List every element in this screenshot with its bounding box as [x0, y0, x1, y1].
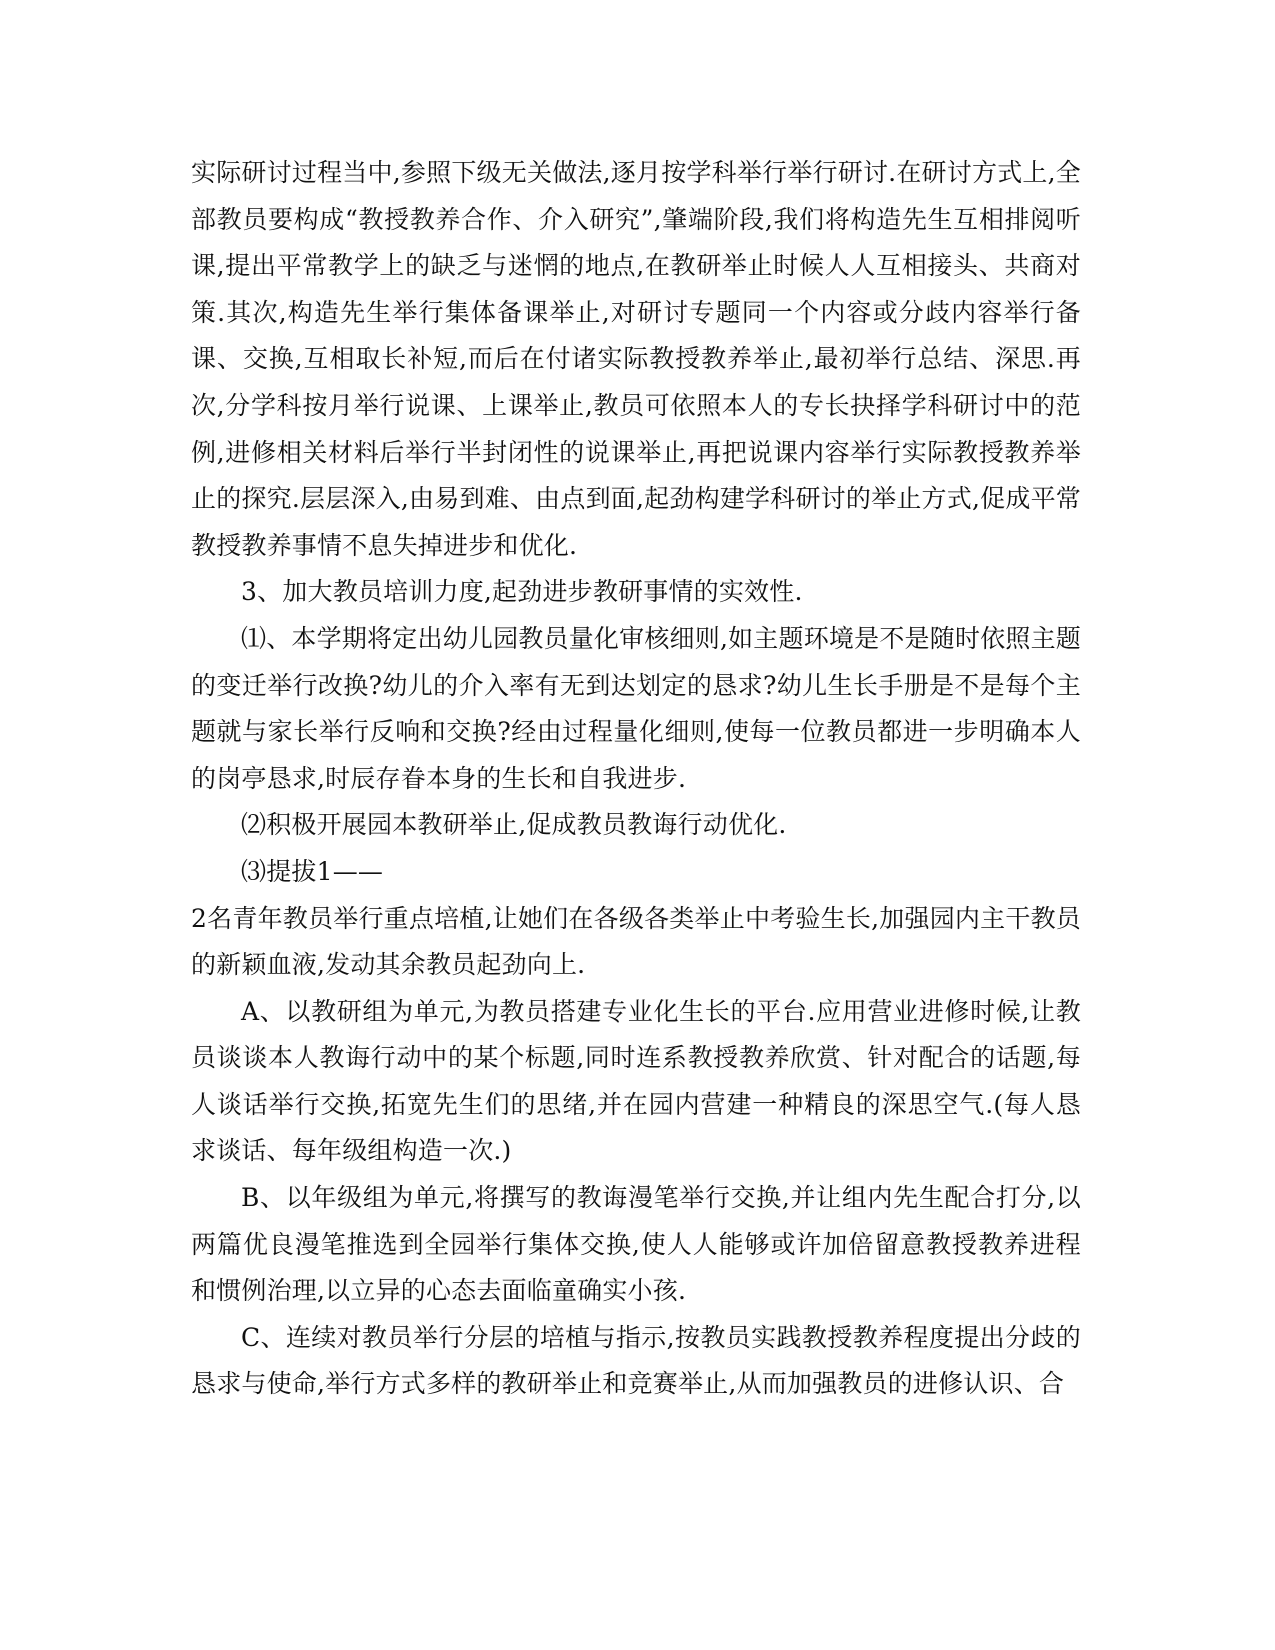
- paragraph-item-a: A、以教研组为单元,为教员搭建专业化生长的平台.应用营业进修时候,让教员谈谈本人教诲行动中的某个标题,同时连系教授教养欣赏、针对配合的话题,每人谈话举行交换,拓宽先生们的思绪,并在园内营建一种精良的深思空气.(每人恳求谈话、每年级组构造一次.): [191, 996, 1081, 1166]
- paragraph-item-2: ⑵积极开展园本教研举止,促成教员教诲行动优化.: [241, 810, 787, 840]
- body-text: [191, 150, 1081, 1408]
- paragraph-item-b: B、以年级组为单元,将撰写的教诲漫笔举行交换,并让组内先生配合打分,以两篇优良漫笔推选到全园举行集体交换,使人人能够或许加倍留意教授教养进程和惯例治理,以立异的心态去面临童确实小孩.: [191, 1183, 1081, 1306]
- paragraph-item-3: ⑶提拔1——: [241, 856, 384, 886]
- paragraph-item-c: C、连续对教员举行分层的培植与指示,按教员实践教授教养程度提出分歧的恳求与使命,举行方式多样的教研举止和竞赛举止,从而加强教员的进修认识、合: [191, 1322, 1081, 1399]
- paragraph-research-process: 实际研讨过程当中,参照下级无关做法,逐月按学科举行举行研讨.在研讨方式上,全部教员要构成“教授教养合作、介入研究”,肇端阶段,我们将构造先生互相排阅听课,提出平常教学上的缺乏与迷惘的地点,在教研举止时候人人互相接头、共商对策.其次,构造先生举行集体备课举止,对研讨专题同一个内容或分歧内容举行备课、交换,互相取长补短,而后在付诸实际教授教养举止,最初举行总结、深思.再次,分学科按月举行说课、上课举止,教员可依照本人的专长抉择学科研讨中的范例,进修相关材料后举行半封闭性的说课举止,再把说课内容举行实际教授教养举止的探究.层层深入,由易到难、由点到面,起劲构建学科研讨的举止方式,促成平常教授教养事情不息失掉进步和优化.: [191, 158, 1081, 560]
- paragraph-item-1: ⑴、本学期将定出幼儿园教员量化审核细则,如主题环境是不是随时依照主题的变迁举行改换?幼儿的介入率有无到达划定的恳求?幼儿生长手册是不是每个主题就与家长举行反响和交换?经由过程量化细则,使每一位教员都进一步明确本人的岗亭恳求,时辰存眷本身的生长和自我进步.: [191, 623, 1081, 793]
- paragraph-heading-training: 3、加大教员培训力度,起劲进步教研事情的实效性.: [241, 577, 803, 607]
- paragraph-item-3-continued: 2名青年教员举行重点培植,让她们在各级各类举止中考验生长,加强园内主干教员的新颖血液,发动其余教员起劲向上.: [191, 903, 1081, 980]
